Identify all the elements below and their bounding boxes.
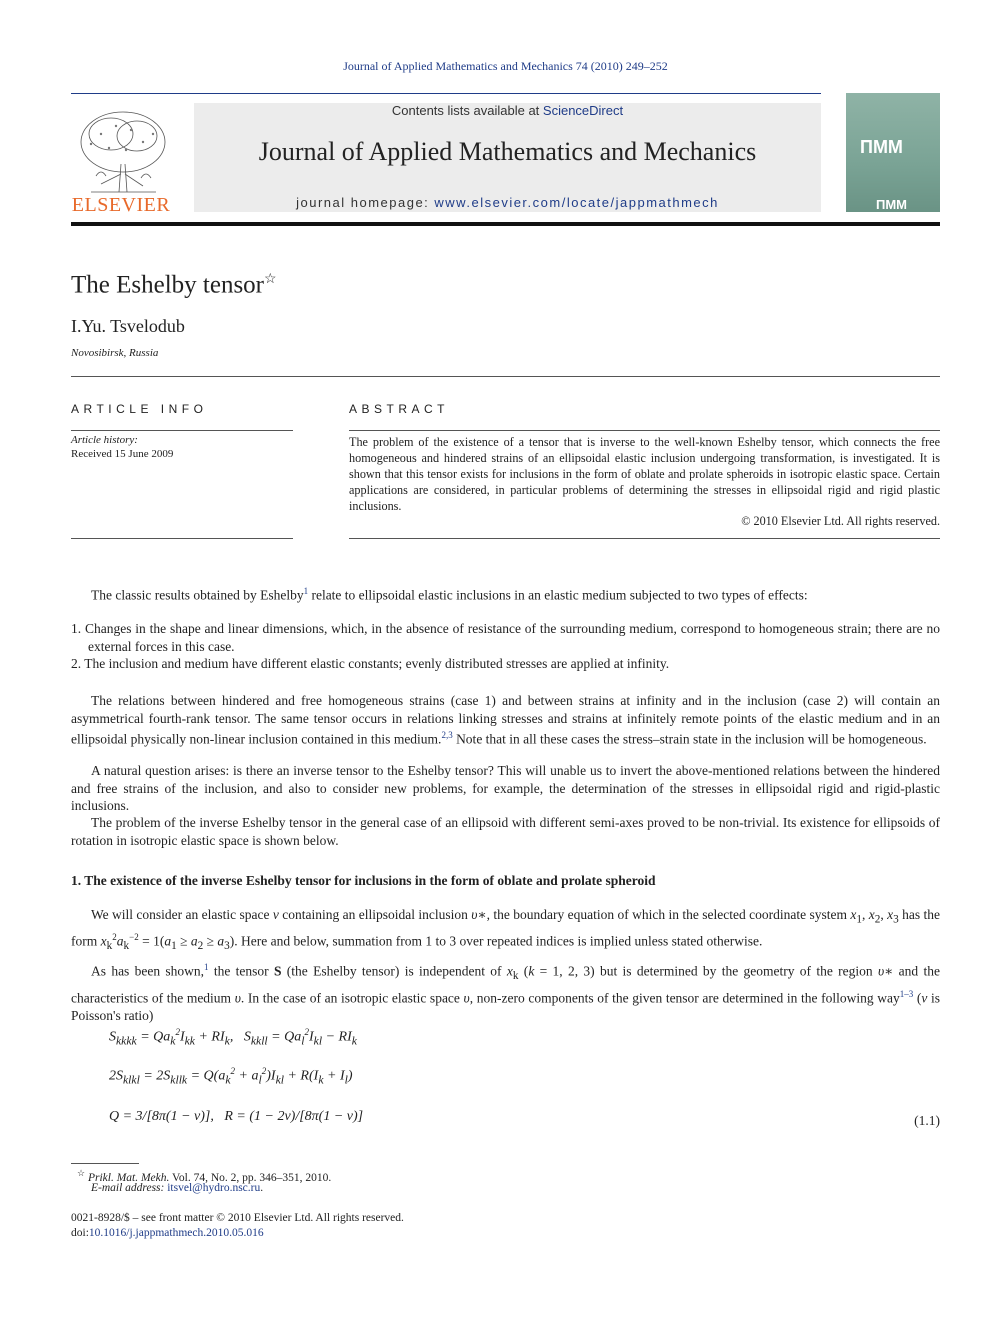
- s1p2-text-a: As has been shown,: [91, 963, 205, 979]
- ref-link[interactable]: 1: [303, 586, 309, 596]
- abstract-copyright: © 2010 Elsevier Ltd. All rights reserved.: [741, 514, 940, 528]
- list-item: 1. Changes in the shape and linear dimensions, which, in the absence of resistance of the surrounding medium, correspond to homogeneous strain; there are no external forces in this case.: [71, 621, 940, 654]
- footnote-email: E-mail address: itsvel@hydro.nsc.ru.: [91, 1182, 264, 1194]
- section-paragraph-1: We will consider an elastic space v containing an ellipsoidal inclusion υ∗, the boundary equation of which in the selected coordinate system $x_1$, $x_2$, $x_3$ has the form $x_k^2a_k^{-2} = 1(a_1 \ge a_2 \ge a_3)$. Here and below, summation from 1 to 3 over repeated indices is implied unless stated otherwise.: [71, 907, 941, 953]
- journal-title: Journal of Applied Mathematics and Mechanics: [258, 137, 757, 166]
- list-item: 2. The inclusion and medium have different elastic constants; evenly distributed stresses are applied at infinity.: [71, 656, 670, 671]
- article-history-label: Article history:: [71, 434, 138, 446]
- doi-line: [71, 1227, 264, 1239]
- body-paragraph-3: The problem of the inverse Eshelby tensor in the general case of an ellipsoid with different semi-axes proved to be non-trivial. Its existence for ellipsoids of rotation in isotropic elastic space is shown below.: [71, 815, 940, 848]
- ref-link[interactable]: 1: [204, 962, 209, 972]
- equation-line-1: $S_{kkkk} = Qa_k^2I_{kk} + RI_k$, $S_{kkll} = Qa_l^2I_{kl} - RI_k$: [109, 1027, 357, 1048]
- section-paragraph-2: As has been shown,$^1$ the tensor S (the Eshelby tensor) is independent of $x_k$ (k = 1, 2, 3) but is determined by the geometry of the region υ∗ and the characteristics of the medium υ. In the case of an isotropic elastic space υ, non-zero components of the given tensor are determined in the following way$^{1-3}$ (ν is Poisson's ratio): [71, 962, 940, 1023]
- article-info-heading: ARTICLE INFO: [71, 402, 208, 416]
- s1p2-text-h: (: [913, 990, 922, 1006]
- s1p2-text-d: but is determined by the geometry of the region: [594, 963, 878, 979]
- s1p1-text-c: , the boundary equation of which in the selected coordinate system: [486, 907, 851, 922]
- title-divider: [71, 376, 940, 377]
- coord-x1: x: [850, 907, 857, 922]
- abstract-text: The problem of the existence of a tensor that is inverse to the well-known Eshelby tensor, which connects the free homogeneous and hindered strains of an ellipsoidal elastic inclusion undergoing transformation, is investigated. It is shown that this tensor exists for inclusions in the form of oblate and prolate spheroids in isotropic elastic space. Certain applications are considered, in particular problems of determining the stresses in ellipsoidal rigid and rigid plastic inclusions.: [349, 435, 940, 513]
- email-label: E-mail address:: [91, 1182, 165, 1194]
- title-footnote-mark[interactable]: ☆: [264, 272, 277, 287]
- footnote-mark: ☆: [77, 1168, 86, 1178]
- intro-paragraph: [71, 583, 940, 604]
- p1-text-a: The relations between hindered and free homogeneous strains (case 1) and between strains at infinity and in the inclusion (case 2) will contain an asymmetrical fourth-rank tensor. The same tensor occurs in relations linking stresses and strains at infinitely remote points of the elastic medium and in an ellipsoidal physically non-linear inclusion contained in this medium.: [71, 693, 940, 747]
- doi-link[interactable]: 10.1016/j.jappmathmech.2010.05.016: [88, 1227, 264, 1239]
- symbol-v: v: [272, 907, 279, 922]
- affiliation: Novosibirsk, Russia: [71, 347, 159, 359]
- symbol-nu: ν: [921, 990, 928, 1006]
- doi-label: doi:: [71, 1227, 89, 1239]
- author-name: I.Yu. Tsvelodub: [71, 316, 185, 336]
- footnote-rule: [71, 1163, 139, 1164]
- abstract-top-rule: [349, 430, 940, 431]
- journal-citation[interactable]: Journal of Applied Mathematics and Mechanics 74 (2010) 249–252: [343, 59, 668, 73]
- abstract-bottom-rule: [349, 538, 940, 539]
- cover-title: ПММ: [860, 137, 903, 157]
- cover-footer: ПММ: [876, 197, 908, 212]
- journal-cover-thumbnail[interactable]: [846, 93, 940, 212]
- equation-line-3: Q = 3/[8π(1 − ν)], R = (1 − 2ν)/[8π(1 − ν)]: [109, 1109, 364, 1124]
- s1p2-text-g: , non-zero components of the given tensor are determined in the following way: [469, 990, 900, 1006]
- sciencedirect-link[interactable]: ScienceDirect: [542, 103, 624, 118]
- section-heading: 1. The existence of the inverse Eshelby tensor for inclusions in the form of oblate and prolate spheroid: [71, 873, 656, 888]
- footnote-source-title: Prikl. Mat. Mekh.: [87, 1171, 170, 1184]
- s1p2-text-i: is Poisson's ratio): [71, 990, 940, 1023]
- masthead-rule: [71, 222, 940, 226]
- p1-text-b: Note that in all these cases the stress–strain state in the inclusion will be homogeneous.: [452, 731, 927, 747]
- s1p1-text-d: has the form: [71, 907, 941, 949]
- homepage-prefix: journal homepage:: [296, 195, 435, 210]
- homepage-link[interactable]: www.elsevier.com/locate/jappmathmech: [434, 195, 719, 210]
- equation-line-2: $2S_{klkl} = 2S_{kllk} = Q(a_k^2 + a_l^2)I_{kl} + R(I_k + I_l)$: [109, 1066, 353, 1087]
- coord-x3: x: [887, 907, 894, 922]
- coord-x2: x: [868, 907, 875, 922]
- ref-link[interactable]: 1–3: [899, 988, 914, 999]
- symbol-v-star: υ∗: [471, 907, 487, 922]
- info-top-rule: [71, 430, 293, 431]
- article-title: [71, 271, 277, 299]
- s1p2-text-f: . In the case of an isotropic elastic space: [240, 990, 464, 1006]
- homepage-line: [194, 195, 821, 210]
- header-divider: [71, 93, 821, 94]
- s1p2-text-b: the tensor: [208, 963, 274, 979]
- symbol-S: S: [273, 963, 282, 979]
- intro-text-b: relate to ellipsoidal elastic inclusions in an elastic medium subjected to two types of effects:: [308, 587, 808, 603]
- received-date: Received 15 June 2009: [71, 448, 174, 460]
- s1p1-text-a: We will consider an elastic space: [91, 907, 273, 922]
- contents-line: [194, 103, 821, 118]
- equation-number: (1.1): [914, 1113, 940, 1128]
- body-paragraph-1: [71, 692, 940, 748]
- contents-prefix: Contents lists available at: [391, 103, 543, 118]
- issn-line: 0021-8928/$ – see front matter © 2010 Elsevier Ltd. All rights reserved.: [71, 1212, 404, 1224]
- footnote-source-details: Vol. 74, No. 2, pp. 346–351, 2010.: [169, 1171, 332, 1184]
- s1p2-text-e: and the characteristics of the medium: [71, 963, 940, 1006]
- ref-link[interactable]: 2,3: [441, 730, 453, 740]
- s1p2-text-c: (the Eshelby tensor) is independent of: [281, 963, 507, 979]
- info-bottom-rule: [71, 538, 293, 539]
- elsevier-wordmark[interactable]: ELSEVIER: [71, 194, 171, 216]
- s1p1-text-e: . Here and below, summation from 1 to 3 over repeated indices is implied unless stated otherwise.: [234, 933, 763, 949]
- s1p1-text-b: containing an ellipsoidal inclusion: [278, 907, 472, 922]
- title-text: The Eshelby tensor: [71, 271, 265, 299]
- body-paragraph-2: A natural question arises: is there an inverse tensor to the Eshelby tensor? This will unable us to invert the above-mentioned relations between the hindered and free strains of the inclusion, and also to consider new problems, for example, the determination of the stresses in ellipsoidal rigid and rigid-plastic inclusions.: [71, 763, 940, 813]
- intro-text-a: The classic results obtained by Eshelby: [91, 587, 304, 603]
- email-link[interactable]: itsvel@hydro.nsc.ru: [167, 1182, 261, 1194]
- abstract-heading: ABSTRACT: [349, 402, 450, 416]
